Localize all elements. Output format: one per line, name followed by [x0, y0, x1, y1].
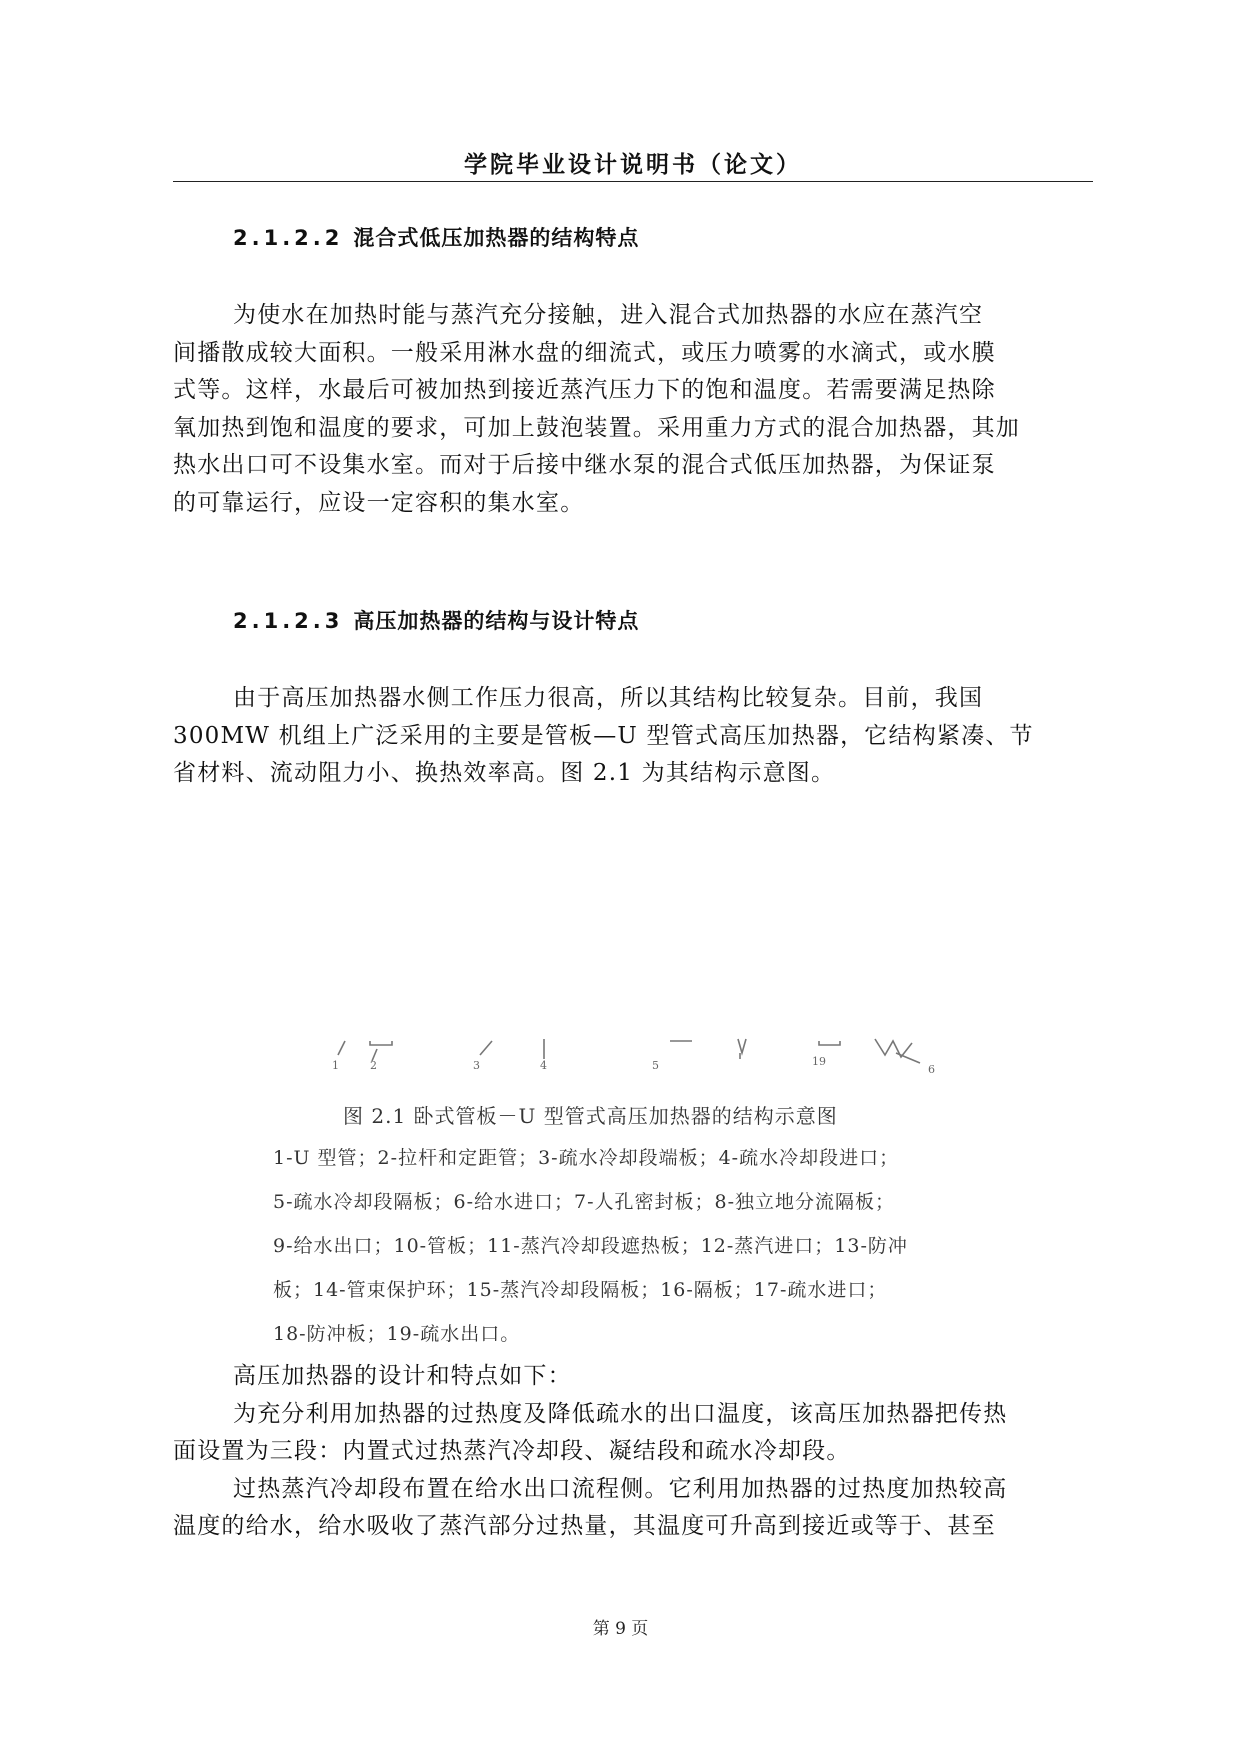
figure-caption: 图 2.1 卧式管板－U 型管式高压加热器的结构示意图 [343, 1104, 838, 1128]
paragraph-mixing-heater [173, 297, 1093, 522]
header-rule [173, 181, 1093, 182]
text-line: 热水出口可不设集水室。而对于后接中继水泵的混合式低压加热器，为保证泵 [173, 452, 996, 478]
section-title: 高压加热器的结构与设计特点 [353, 609, 640, 633]
text-line: 的可靠运行，应设一定容积的集水室。 [173, 489, 585, 516]
part-label: 2 [370, 1059, 377, 1072]
text-line: 式等。这样，水最后可被加热到接近蒸汽压力下的饱和温度。若需要满足热除 [173, 377, 996, 403]
text-line: 过热蒸汽冷却段布置在给水出口流程侧。它利用加热器的过热度加热较高 [233, 1475, 1008, 1502]
part-label: 6 [928, 1063, 935, 1075]
section-title: 混合式低压加热器的结构特点 [353, 226, 640, 250]
part-label: 19 [812, 1055, 826, 1068]
paragraph-high-pressure-heater [173, 680, 1093, 793]
text-line: 氧加热到饱和温度的要求，可加上鼓泡装置。采用重力方式的混合加热器，其加 [173, 414, 1020, 441]
text-line: 为使水在加热时能与蒸汽充分接触，进入混合式加热器的水应在蒸汽空 [233, 302, 984, 328]
part-label: 3 [473, 1059, 480, 1072]
section-number: 2.1.2.3 [233, 609, 344, 633]
text-line: 面设置为三段：内置式过热蒸汽冷却段、凝结段和疏水冷却段。 [173, 1438, 851, 1464]
text-line: 温度的给水，给水吸收了蒸汽部分过热量，其温度可升高到接近或等于、甚至 [173, 1513, 996, 1539]
part-label: 5 [652, 1059, 659, 1072]
legend-line: 1-U 型管；2-拉杆和定距管；3-疏水冷却段端板；4-疏水冷却段进口； [273, 1147, 900, 1169]
legend-line: 9-给水出口；10-管板；11-蒸汽冷却段遮热板；12-蒸汽进口；13-防冲 [273, 1235, 908, 1257]
section-heading-2-1-2-3 [233, 605, 639, 635]
text-line: 为充分利用加热器的过热度及降低疏水的出口温度，该高压加热器把传热 [233, 1400, 1008, 1427]
text-line: 间播散成较大面积。一般采用淋水盘的细流式，或压力喷雾的水滴式，或水膜 [173, 339, 996, 366]
running-header: 学院毕业设计说明书（论文） [464, 152, 802, 178]
paragraph-design-features [173, 1358, 1093, 1546]
part-label: 1 [332, 1059, 339, 1072]
text-line: 省材料、流动阻力小、换热效率高。图 2.1 为其结构示意图。 [173, 760, 836, 786]
page-number: 第 9 页 [592, 1619, 649, 1639]
legend-line: 5-疏水冷却段隔板；6-给水进口；7-人孔密封板；8-独立地分流隔板； [273, 1191, 896, 1213]
text-line: 由于高压加热器水侧工作压力很高，所以其结构比较复杂。目前，我国 [233, 685, 984, 711]
heater-diagram-fragment [300, 1035, 960, 1075]
legend-line: 板；14-管束保护环；15-蒸汽冷却段隔板；16-隔板；17-疏水进口； [273, 1279, 888, 1301]
text-line: 300MW 机组上广泛采用的主要是管板—U 型管式高压加热器，它结构紧凑、节 [173, 722, 1034, 749]
text-line: 高压加热器的设计和特点如下： [233, 1363, 572, 1389]
figure-legend [273, 1136, 1053, 1356]
section-number: 2.1.2.2 [233, 226, 344, 250]
legend-line: 18-防冲板；19-疏水出口。 [273, 1323, 521, 1345]
section-heading-2-1-2-2 [233, 222, 639, 252]
part-label: 4 [540, 1059, 547, 1072]
